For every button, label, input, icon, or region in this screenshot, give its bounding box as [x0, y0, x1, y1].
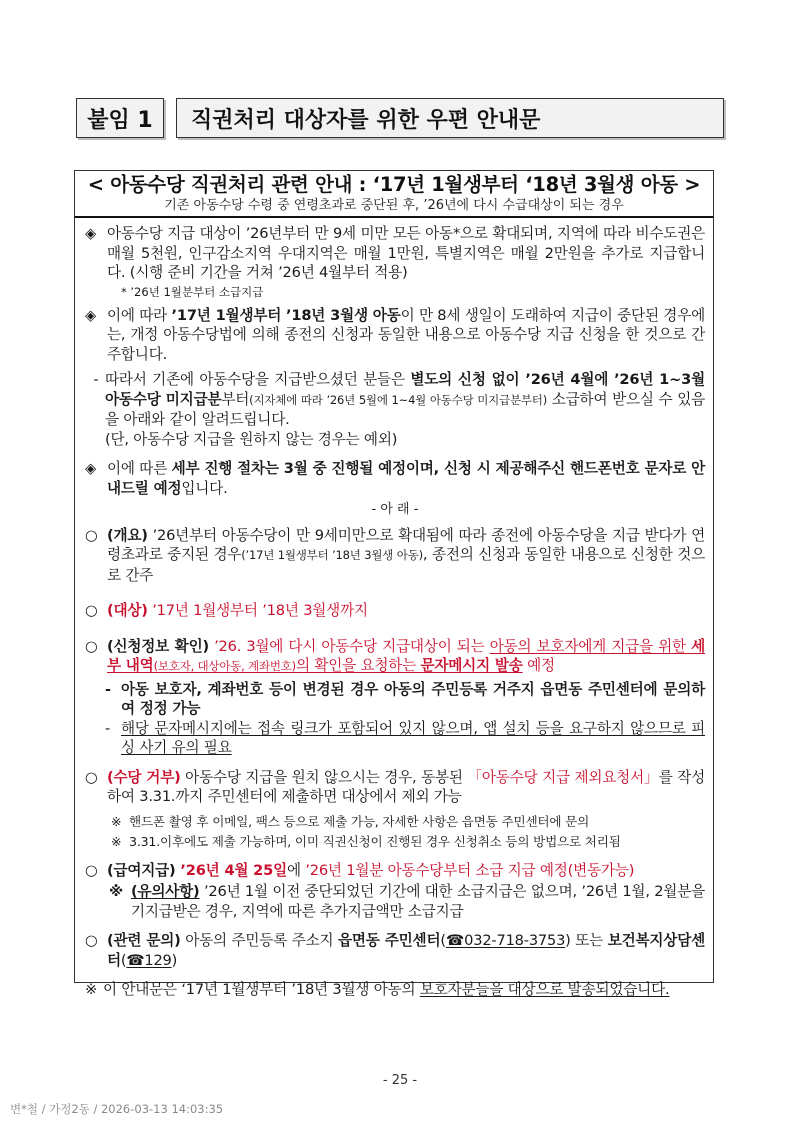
item-contact [85, 931, 705, 970]
page-number: - 25 - [382, 1073, 418, 1088]
form-name: 「아동수당 지급 제외요청서」 [467, 768, 659, 786]
text-segment: 또는 [570, 932, 608, 949]
dash-bullet-icon: - [93, 371, 99, 388]
dash-bullet-icon: - [105, 680, 112, 698]
emphasis-text: 별도의 신청 없이 ’26년 4월에 ’26년 1~3월 아동수당 미지급분 [105, 371, 705, 408]
center-name: 읍면동 주민센터 [338, 932, 441, 949]
item-label: (신청정보 확인) [107, 637, 209, 655]
text-segment: 소급하여 받으실 수 있음을 아래와 같이 알려드립니다. [105, 390, 705, 428]
text-segment: ’26년부터 아동수당이 만 9세미만으로 확대됨에 따라 종전에 아동수당을 지급 받다가 연령초과로 중지된 경우 [107, 526, 705, 563]
note-text: 핸드폰 촬영 후 이메일, 팩스 등으로 제출 가능, 자세한 사항은 읍면동 주민센터에 문의 [129, 813, 590, 829]
item-text [107, 601, 705, 621]
reference-mark-icon: ※ [111, 813, 122, 829]
item-label: (대상) [107, 602, 148, 619]
reference-mark-icon: ※ [111, 833, 122, 849]
notice-box [74, 170, 714, 998]
text-segment: 예정 [522, 657, 555, 674]
reference-mark-icon: ※ [109, 883, 124, 900]
paragraph-text [107, 459, 705, 498]
item-overview [85, 526, 705, 586]
emphasis-text: ’26년 1월분 아동수당부터 소급 지급 예정(변동가능) [305, 861, 635, 879]
item-target [85, 601, 705, 621]
text-segment: 아동수당 지급을 원치 않으시는 경우, 동봉된 [180, 768, 468, 786]
emphasis-text: 세부 진행 절차는 3월 중 진행될 예정이며, 신청 시 제공해주신 핸드폰번호 문자로 안내드릴 예정 [107, 460, 705, 497]
text-segment: , 종전의 신청과 동일한 내용으로 신청한 것으로 간주 [107, 546, 705, 584]
text-segment: 이 만 8세 생일이 도래하여 지급이 중단된 경우에는, 개정 아동수당법에 의해 종전의 신청과 동일한 내용으로 아동수당 지급 신청을 한 것으로 간주합니다. [107, 306, 706, 363]
caution-label: (유의사항) [131, 883, 200, 900]
text-segment: 따라서 기존에 아동수당을 지급받으셨던 분들은 [105, 371, 411, 388]
note-text: 3.31.이후에도 제출 가능하며, 이미 직권신청이 진행된 경우 신청취소 등의 방법으로 처리됨 [129, 833, 621, 849]
item-refusal [85, 768, 705, 807]
below-heading: - 아 래 - [371, 502, 419, 517]
document-title [176, 98, 724, 138]
attachment-label [76, 98, 164, 138]
item-text [107, 861, 705, 881]
item-label: (수당 거부) [107, 768, 181, 786]
text-segment: (단, 아동수당 지급을 원하지 않는 경우는 예외) [105, 430, 398, 448]
paragraph-text [107, 306, 705, 365]
date-text: ’26년 4월 25일 [175, 861, 287, 879]
phone-number[interactable]: ☎032-718-3753 [445, 932, 566, 949]
print-stamp: 변*철 / 가정2동 / 2026-03-13 14:03:35 [10, 1102, 224, 1116]
item-text: (관련 문의) 아동의 주민등록 주소지 읍면동 주민센터(☎032-718-3753) 또는 보건복지상담센터(☎129) [107, 932, 705, 969]
paragraph-expansion [85, 224, 705, 283]
item-text [107, 526, 705, 586]
underlined-text: (보호자, 대상아동, 계좌번호) [153, 659, 296, 673]
paragraph-text [105, 370, 705, 449]
small-note: (’17년 1월생부터 ’18년 3월생 아동) [241, 548, 423, 562]
item-label: (급여지급) [107, 861, 176, 879]
text-segment: 아동의 주민등록 주소지 [180, 932, 339, 949]
phone-number[interactable]: ☎129 [126, 951, 172, 969]
text-segment: 를 작성하여 3.31.까지 주민센터에 제출하면 대상에서 제외 가능 [107, 768, 705, 805]
circle-bullet-icon: ○ [85, 637, 98, 655]
item-label: (개요) [107, 526, 148, 544]
circle-bullet-icon: ○ [85, 861, 98, 879]
attachment-label-text: 붙임 1 [87, 107, 153, 133]
underlined-text: 문자메시지 발송 [420, 657, 523, 674]
notice-title: < 아동수당 직권처리 관련 안내 : ‘17년 1월생부터 ‘18년 3월생 아동 > [87, 173, 701, 196]
item-label: (관련 문의) [107, 932, 181, 949]
notice-header [75, 171, 713, 218]
item-text [107, 768, 705, 807]
payment-caution [85, 882, 705, 921]
paragraph-text: 아동수당 지급 대상이 ’26년부터 만 9세 미만 모든 아동*으로 확대되며, 지역에 따라 비수도권은 매월 5천원, 인구감소지역 우대지역은 매월 1만원, 특별지역은 매월 2만원을 추가로 지급합니다. (시행 준비 기간을 거쳐 ’26년 4월부터 적용) [107, 225, 705, 281]
closing-text [103, 980, 705, 1000]
emphasis-text: ’17년 1월생부터 ’18년 3월생 아동 [171, 306, 401, 324]
circle-bullet-icon: ○ [85, 768, 98, 786]
refusal-note-2 [85, 833, 705, 851]
underlined-text: 의 확인을 요청하는 [295, 657, 421, 674]
caution-text [131, 882, 705, 921]
dash-bullet-icon: - [105, 719, 111, 737]
text-segment: 이에 따른 [107, 460, 172, 477]
text-segment: 이에 따라 [107, 306, 172, 324]
sub-text: 해당 문자메시지에는 접속 링크가 포함되어 있지 않으며, 앱 설치 등을 요구하지 않으므로 피싱 사기 유의 필요 [121, 719, 705, 756]
item-text [107, 637, 705, 677]
underlined-text: 보호자분들을 대상으로 발송되었습니다. [419, 981, 670, 998]
text-segment: 이 안내문은 ‘17년 1월생부터 ’18년 3월생 아동의 [103, 981, 420, 998]
item-info-check [85, 637, 705, 677]
sub-text: 아동 보호자, 계좌번호 등이 변경된 경우 아동의 주민등록 거주지 읍면동 주민센터에 문의하여 정정 가능 [121, 680, 705, 717]
refusal-note-1 [85, 813, 705, 831]
underlined-text: 세부 내역 [107, 637, 705, 674]
notice-subtitle: 기존 아동수당 수령 중 연령초과로 중단된 후, ’26년에 다시 수급대상이 되는 경우 [164, 198, 624, 213]
circle-bullet-icon: ○ [85, 526, 98, 544]
info-check-sub-1 [85, 680, 705, 719]
text-segment: ’26. 3월에 다시 아동수당 지급대상이 되는 [208, 637, 490, 655]
text-segment: 부터 [221, 390, 250, 408]
reference-mark-icon: ※ [85, 981, 98, 998]
footnote-text: ’26년 1월분부터 소급지급 [130, 284, 264, 299]
asterisk-icon: * [121, 284, 127, 299]
text-segment: ’17년 1월생부터 ’18년 3월생까지 [147, 602, 368, 619]
closing-note [85, 980, 705, 1000]
small-note: (지자체에 따라 ’26년 5월에 1~4월 아동수당 미지급분부터) [249, 392, 548, 407]
diamond-bullet-icon: ◈ [85, 306, 97, 324]
circle-bullet-icon: ○ [85, 602, 98, 619]
underlined-text: 아동의 보호자에게 지급을 위한 [489, 637, 692, 655]
document-title-text: 직권처리 대상자를 위한 우편 안내문 [191, 107, 541, 133]
info-check-sub-2 [85, 719, 705, 758]
paragraph-procedure [85, 459, 705, 498]
circle-bullet-icon: ○ [85, 932, 98, 949]
diamond-bullet-icon: ◈ [85, 460, 97, 477]
paragraph-deemed-application [85, 306, 705, 365]
diamond-bullet-icon: ◈ [85, 225, 97, 242]
text-segment: 입니다. [181, 479, 228, 497]
paragraph-retroactive-payment [85, 370, 705, 449]
center-name: 보건복지상담센터 [107, 932, 705, 969]
footnote [85, 284, 705, 300]
notice-body [75, 218, 713, 1000]
item-payment [85, 861, 705, 881]
text-segment: 에 [286, 861, 306, 879]
text-segment: ’26년 1월 이전 중단되었던 기간에 대한 소급지급은 없으며, ’26년 1월, 2월분을 기지급받은 경우, 지역에 따른 추가지급액만 소급지급 [131, 883, 705, 920]
